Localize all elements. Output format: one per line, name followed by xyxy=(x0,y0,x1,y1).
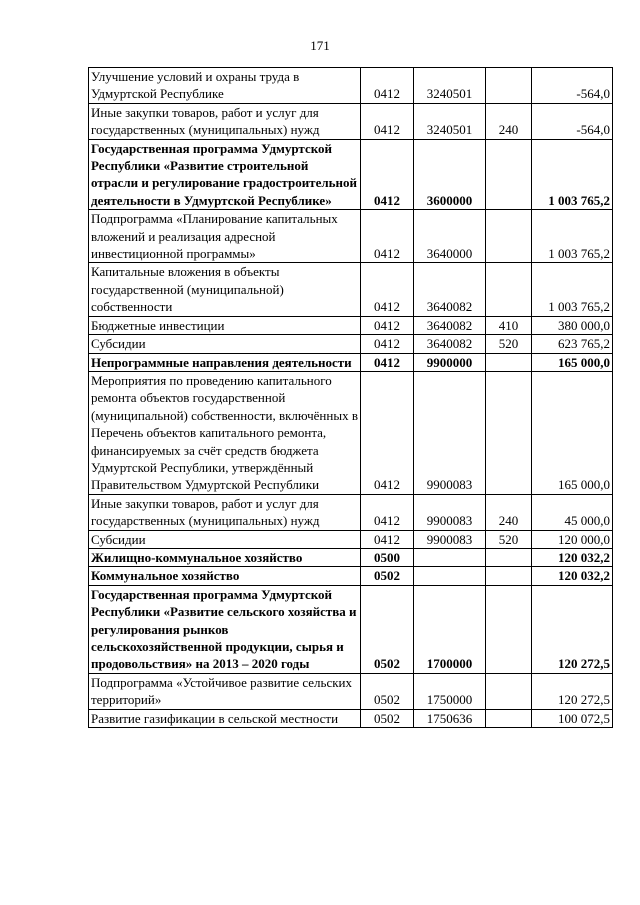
target-article-cell: 3640082 xyxy=(414,316,486,334)
row-name-cell: Жилищно-коммунальное хозяйство xyxy=(89,548,361,566)
table-row xyxy=(89,353,613,371)
section-code-cell: 0412 xyxy=(361,316,414,334)
target-article-cell: 1750000 xyxy=(414,673,486,709)
row-name-cell: Государственная программа Удмуртской Республики «Развитие строительной отрасли и регулирование градостроительной деятельности в Удмуртской Республике» xyxy=(89,139,361,210)
section-code-cell: 0500 xyxy=(361,548,414,566)
expense-type-cell: 520 xyxy=(486,530,532,548)
row-name-cell: Улучшение условий и охраны труда в Удмуртской Республике xyxy=(89,68,361,104)
row-name-cell: Бюджетные инвестиции xyxy=(89,316,361,334)
row-name-cell: Капитальные вложения в объекты государственной (муниципальной) собственности xyxy=(89,263,361,316)
expense-type-cell xyxy=(486,548,532,566)
amount-cell: 100 072,5 xyxy=(532,709,613,727)
target-article-cell: 9900000 xyxy=(414,353,486,371)
budget-table xyxy=(88,67,613,728)
amount-cell: 120 000,0 xyxy=(532,530,613,548)
target-article-cell: 9900083 xyxy=(414,371,486,494)
expense-type-cell xyxy=(486,139,532,210)
expense-type-cell xyxy=(486,673,532,709)
amount-cell: 120 032,2 xyxy=(532,548,613,566)
section-code-cell: 0412 xyxy=(361,353,414,371)
table-row xyxy=(89,68,613,104)
row-name-cell: Мероприятия по проведению капитального ремонта объектов государственной (муниципальной) собственности, включённых в Перечень объектов капитального ремонта, финансируемых за счёт средств бюджета Удмуртской Республики, утверждённый Правительством Удмуртской Республики xyxy=(89,371,361,494)
amount-cell: 1 003 765,2 xyxy=(532,210,613,263)
section-code-cell: 0412 xyxy=(361,494,414,530)
target-article-cell: 1700000 xyxy=(414,585,486,673)
table-row xyxy=(89,530,613,548)
section-code-cell: 0412 xyxy=(361,103,414,139)
section-code-cell: 0412 xyxy=(361,371,414,494)
table-row xyxy=(89,585,613,673)
table-row xyxy=(89,371,613,494)
target-article-cell: 3240501 xyxy=(414,68,486,104)
page-number: 171 xyxy=(310,38,330,53)
section-code-cell: 0412 xyxy=(361,210,414,263)
section-code-cell: 0502 xyxy=(361,567,414,585)
row-name-cell: Подпрограмма «Устойчивое развитие сельских территорий» xyxy=(89,673,361,709)
row-name-cell: Субсидии xyxy=(89,530,361,548)
table-row xyxy=(89,709,613,727)
amount-cell: 120 272,5 xyxy=(532,585,613,673)
row-name-cell: Субсидии xyxy=(89,335,361,353)
budget-table-body xyxy=(89,68,613,728)
expense-type-cell: 410 xyxy=(486,316,532,334)
section-code-cell: 0502 xyxy=(361,585,414,673)
table-row xyxy=(89,263,613,316)
expense-type-cell xyxy=(486,585,532,673)
section-code-cell: 0412 xyxy=(361,68,414,104)
target-article-cell: 9900083 xyxy=(414,530,486,548)
row-name-cell: Иные закупки товаров, работ и услуг для государственных (муниципальных) нужд xyxy=(89,103,361,139)
expense-type-cell xyxy=(486,709,532,727)
row-name-cell: Коммунальное хозяйство xyxy=(89,567,361,585)
amount-cell: 1 003 765,2 xyxy=(532,139,613,210)
expense-type-cell: 240 xyxy=(486,103,532,139)
table-row xyxy=(89,567,613,585)
amount-cell: -564,0 xyxy=(532,103,613,139)
expense-type-cell xyxy=(486,263,532,316)
amount-cell: 623 765,2 xyxy=(532,335,613,353)
row-name-cell: Подпрограмма «Планирование капитальных вложений и реализация адресной инвестиционной программы» xyxy=(89,210,361,263)
amount-cell: 380 000,0 xyxy=(532,316,613,334)
target-article-cell xyxy=(414,567,486,585)
section-code-cell: 0502 xyxy=(361,709,414,727)
expense-type-cell xyxy=(486,68,532,104)
target-article-cell: 3240501 xyxy=(414,103,486,139)
row-name-cell: Иные закупки товаров, работ и услуг для государственных (муниципальных) нужд xyxy=(89,494,361,530)
expense-type-cell: 520 xyxy=(486,335,532,353)
table-row xyxy=(89,139,613,210)
table-row xyxy=(89,210,613,263)
row-name-cell: Государственная программа Удмуртской Республики «Развитие сельского хозяйства и регулирования рынков сельскохозяйственной продукции, сырья и продовольствия» на 2013 – 2020 годы xyxy=(89,585,361,673)
target-article-cell: 3600000 xyxy=(414,139,486,210)
target-article-cell: 3640082 xyxy=(414,263,486,316)
expense-type-cell: 240 xyxy=(486,494,532,530)
row-name-cell: Развитие газификации в сельской местности xyxy=(89,709,361,727)
target-article-cell: 3640082 xyxy=(414,335,486,353)
row-name-cell: Непрограммные направления деятельности xyxy=(89,353,361,371)
table-row xyxy=(89,548,613,566)
section-code-cell: 0412 xyxy=(361,335,414,353)
expense-type-cell xyxy=(486,371,532,494)
expense-type-cell xyxy=(486,210,532,263)
target-article-cell: 3640000 xyxy=(414,210,486,263)
expense-type-cell xyxy=(486,353,532,371)
amount-cell: 120 032,2 xyxy=(532,567,613,585)
table-row xyxy=(89,494,613,530)
amount-cell: 120 272,5 xyxy=(532,673,613,709)
section-code-cell: 0502 xyxy=(361,673,414,709)
amount-cell: 45 000,0 xyxy=(532,494,613,530)
table-row xyxy=(89,103,613,139)
section-code-cell: 0412 xyxy=(361,139,414,210)
table-row xyxy=(89,335,613,353)
expense-type-cell xyxy=(486,567,532,585)
table-row xyxy=(89,673,613,709)
table-row xyxy=(89,316,613,334)
target-article-cell: 9900083 xyxy=(414,494,486,530)
amount-cell: 165 000,0 xyxy=(532,371,613,494)
target-article-cell: 1750636 xyxy=(414,709,486,727)
amount-cell: 1 003 765,2 xyxy=(532,263,613,316)
amount-cell: -564,0 xyxy=(532,68,613,104)
target-article-cell xyxy=(414,548,486,566)
section-code-cell: 0412 xyxy=(361,263,414,316)
amount-cell: 165 000,0 xyxy=(532,353,613,371)
section-code-cell: 0412 xyxy=(361,530,414,548)
